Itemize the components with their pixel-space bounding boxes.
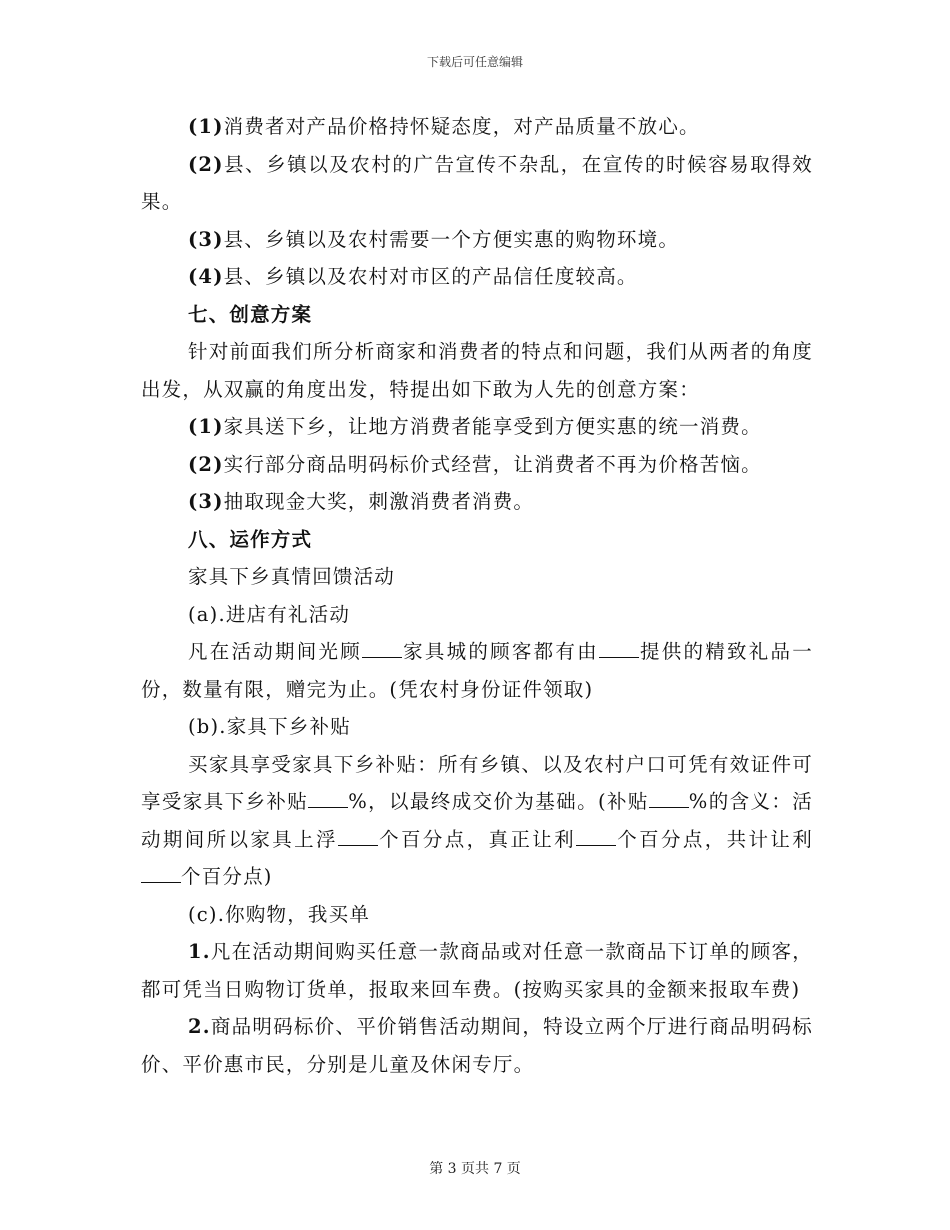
list-item: (2)实行部分商品明码标价式经营，让消费者不再为价格苦恼。 — [188, 452, 762, 476]
blank-line — [308, 789, 348, 808]
subheading: (a).进店有礼活动 — [188, 602, 351, 626]
subheading: (b).家具下乡补贴 — [188, 715, 351, 738]
section-heading: 八、运作方式 — [188, 527, 313, 551]
list-item: (1)消费者对产品价格持怀疑态度，对产品质量不放心。 — [188, 115, 700, 138]
list-item: (3)抽取现金大奖，刺激消费者消费。 — [188, 490, 535, 513]
list-item: (2)县、乡镇以及农村的广告宣传不杂乱，在宣传的时候容易取得效果。 — [141, 152, 813, 213]
section-heading: 七、创意方案 — [188, 302, 313, 326]
blank-line — [338, 827, 378, 846]
paragraph: 针对前面我们所分析商家和消费者的特点和问题，我们从两者的角度出发，从双赢的角度出发，特提出如下敢为人先的创意方案： — [141, 340, 813, 401]
paragraph: 家具下乡真情回馈活动 — [188, 565, 396, 588]
list-item: 1.凡在活动期间购买任意一款商品或对任意一款商品下订单的顾客，都可凭当日购物订货单，报取来回车费。(按购买家具的金额来报取车费) — [141, 940, 813, 1001]
list-item: (4)县、乡镇以及农村对市区的产品信任度较高。 — [188, 265, 638, 288]
list-item: (1)家具送下乡，让地方消费者能享受到方便实惠的统一消费。 — [188, 415, 762, 438]
list-item: 2.商品明码标价、平价销售活动期间，特设立两个厅进行商品明码标价、平价惠市民，分别是儿童及休闲专厅。 — [141, 1015, 813, 1076]
document-body — [141, 108, 813, 1083]
blank-line — [649, 789, 689, 808]
blank-line — [141, 864, 181, 883]
subheading: (c).你购物，我买单 — [188, 902, 371, 926]
page-footer: 第 3 页共 7 页 — [429, 1161, 521, 1177]
blank-line — [362, 639, 402, 658]
paragraph: 凡在活动期间光顾 家具城的顾客都有由 提供的精致礼品一份，数量有限，赠完为止。(凭农村身份证件领取) — [141, 640, 813, 701]
blank-line — [599, 639, 639, 658]
blank-line — [576, 827, 616, 846]
page-header: 下载后可任意编辑 — [426, 55, 523, 69]
paragraph: 买家具享受家具下乡补贴：所有乡镇、以及农村户口可凭有效证件可享受家具下乡补贴 %，以最终成交价为基础。(补贴 %的含义：活动期间所以家具上浮 个百分点，真正让利 个百分点，共计让利个百分点) — [141, 752, 813, 888]
list-item: (3)县、乡镇以及农村需要一个方便实惠的购物环境。 — [188, 227, 680, 251]
